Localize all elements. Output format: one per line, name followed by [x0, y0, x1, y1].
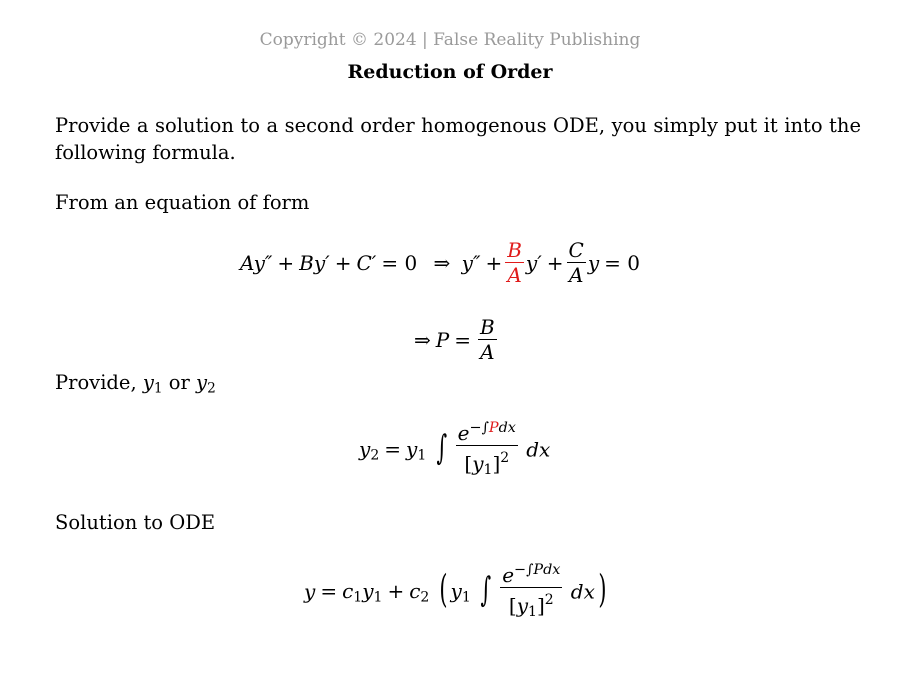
provide-line — [55, 371, 216, 396]
fraction-c-over-a: $\frac{C}{A}$ — [568, 238, 584, 287]
y2-symbol: $y_2$ — [196, 371, 216, 397]
y1-symbol: $y_1$ — [142, 371, 163, 397]
provide-label: Provide, — [55, 371, 137, 394]
page-title: Reduction of Order — [347, 61, 553, 83]
left-paren-icon: ( — [439, 566, 448, 611]
implies-arrow-icon: ⇒ — [414, 328, 431, 352]
intro-paragraph: Provide a solution to a second order homogenous ODE, you simply put it into the following formula. — [55, 114, 861, 164]
fraction-exponential-over-y1-squared: $\frac{e^{-\int Pdx}}{[y_1]^2}$ — [500, 558, 562, 624]
integral-sign-icon: ∫ — [436, 427, 447, 468]
right-paren-icon: ) — [598, 566, 607, 611]
fraction-exponential-over-y1-squared: $\frac{e^{-\int Pdx}}{[y_1]^2}$ — [456, 416, 518, 482]
fraction-b-over-a-red: $\frac{B}{A}$ — [507, 238, 522, 287]
equation-y2-formula: $y_2 = y_1$ ∫ $\frac{e^{-\int Pdx}}{[y_1]^2}$ dx — [359, 418, 550, 484]
equation-general-solution: $y = c_1y_1 + c_2$ ( $y_1$ ∫ $\frac{e^{-\int Pdx}}{[y_1]^2}$ dx) — [304, 560, 610, 626]
implies-arrow-icon: ⇒ — [433, 251, 451, 275]
equation-p-definition: ⇒ P = $\frac{B}{A}$ — [414, 315, 495, 364]
solution-label: Solution to ODE — [55, 511, 216, 534]
copyright-notice: Copyright © 2024 | False Reality Publishing — [259, 30, 641, 50]
form-label: From an equation of form — [55, 191, 310, 214]
fraction-b-over-a: $\frac{B}{A}$ — [480, 315, 495, 364]
or-word: or — [168, 371, 190, 394]
integral-sign-icon: ∫ — [480, 569, 492, 610]
equation-general-form: Ay″ + By′ + C′ = 0 ⇒ y″ + $\frac{B}{A}$ y′ + $\frac{C}{A}$ y = 0 — [240, 238, 640, 287]
